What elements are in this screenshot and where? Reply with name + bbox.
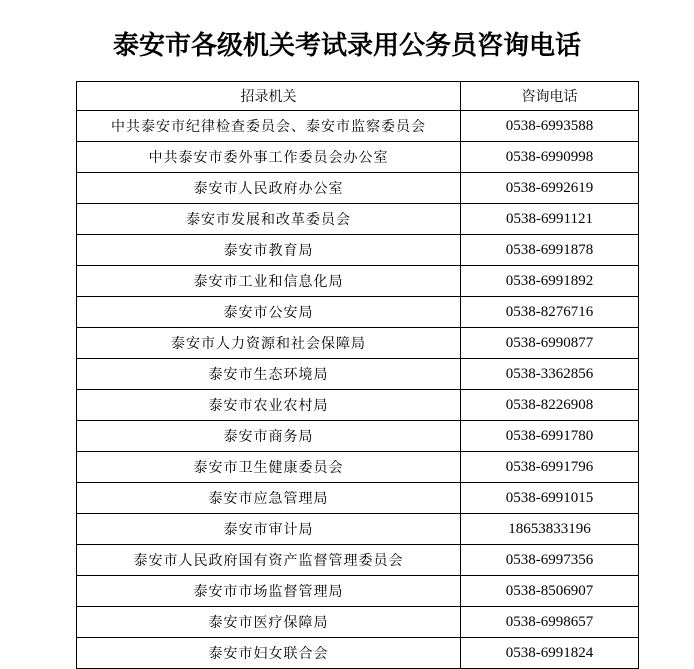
phone-cell: 0538-8506907 xyxy=(461,576,639,607)
contact-table xyxy=(76,81,639,669)
table-row xyxy=(77,421,639,452)
phone-cell: 0538-3362856 xyxy=(461,359,639,390)
agency-cell: 泰安市应急管理局 xyxy=(77,483,461,514)
phone-cell: 0538-6990877 xyxy=(461,328,639,359)
phone-cell: 0538-6991824 xyxy=(461,638,639,669)
phone-cell: 0538-6993588 xyxy=(461,111,639,142)
table-row xyxy=(77,359,639,390)
phone-cell: 18653833196 xyxy=(461,514,639,545)
agency-cell: 泰安市商务局 xyxy=(77,421,461,452)
agency-cell: 泰安市发展和改革委员会 xyxy=(77,204,461,235)
agency-cell: 泰安市生态环境局 xyxy=(77,359,461,390)
table-row xyxy=(77,297,639,328)
phone-cell: 0538-6991780 xyxy=(461,421,639,452)
table-row xyxy=(77,204,639,235)
phone-cell: 0538-6991015 xyxy=(461,483,639,514)
table-row xyxy=(77,607,639,638)
agency-cell: 泰安市审计局 xyxy=(77,514,461,545)
phone-cell: 0538-6990998 xyxy=(461,142,639,173)
page-title: 泰安市各级机关考试录用公务员咨询电话 xyxy=(112,31,581,61)
table-header-row xyxy=(77,82,639,111)
phone-cell: 0538-8276716 xyxy=(461,297,639,328)
table-row xyxy=(77,576,639,607)
table-row xyxy=(77,452,639,483)
agency-cell: 泰安市教育局 xyxy=(77,235,461,266)
table-row xyxy=(77,483,639,514)
column-header-agency: 招录机关 xyxy=(77,82,461,111)
column-header-phone: 咨询电话 xyxy=(461,82,639,111)
agency-cell: 泰安市农业农村局 xyxy=(77,390,461,421)
agency-cell: 泰安市医疗保障局 xyxy=(77,607,461,638)
agency-cell: 泰安市公安局 xyxy=(77,297,461,328)
table-row xyxy=(77,514,639,545)
agency-cell: 泰安市工业和信息化局 xyxy=(77,266,461,297)
agency-cell: 泰安市妇女联合会 xyxy=(77,638,461,669)
phone-cell: 0538-6991892 xyxy=(461,266,639,297)
agency-cell: 泰安市市场监督管理局 xyxy=(77,576,461,607)
table-row xyxy=(77,173,639,204)
phone-cell: 0538-6991878 xyxy=(461,235,639,266)
phone-cell: 0538-6998657 xyxy=(461,607,639,638)
table-row xyxy=(77,111,639,142)
phone-cell: 0538-6991121 xyxy=(461,204,639,235)
agency-cell: 中共泰安市纪律检查委员会、泰安市监察委员会 xyxy=(77,111,461,142)
table-row xyxy=(77,266,639,297)
phone-cell: 0538-6997356 xyxy=(461,545,639,576)
table-row xyxy=(77,328,639,359)
phone-cell: 0538-6991796 xyxy=(461,452,639,483)
agency-cell: 泰安市人民政府国有资产监督管理委员会 xyxy=(77,545,461,576)
table-row xyxy=(77,235,639,266)
table-row xyxy=(77,142,639,173)
agency-cell: 中共泰安市委外事工作委员会办公室 xyxy=(77,142,461,173)
agency-cell: 泰安市人民政府办公室 xyxy=(77,173,461,204)
table-row xyxy=(77,390,639,421)
table-row xyxy=(77,638,639,669)
phone-cell: 0538-8226908 xyxy=(461,390,639,421)
agency-cell: 泰安市人力资源和社会保障局 xyxy=(77,328,461,359)
phone-cell: 0538-6992619 xyxy=(461,173,639,204)
agency-cell: 泰安市卫生健康委员会 xyxy=(77,452,461,483)
table-row xyxy=(77,545,639,576)
